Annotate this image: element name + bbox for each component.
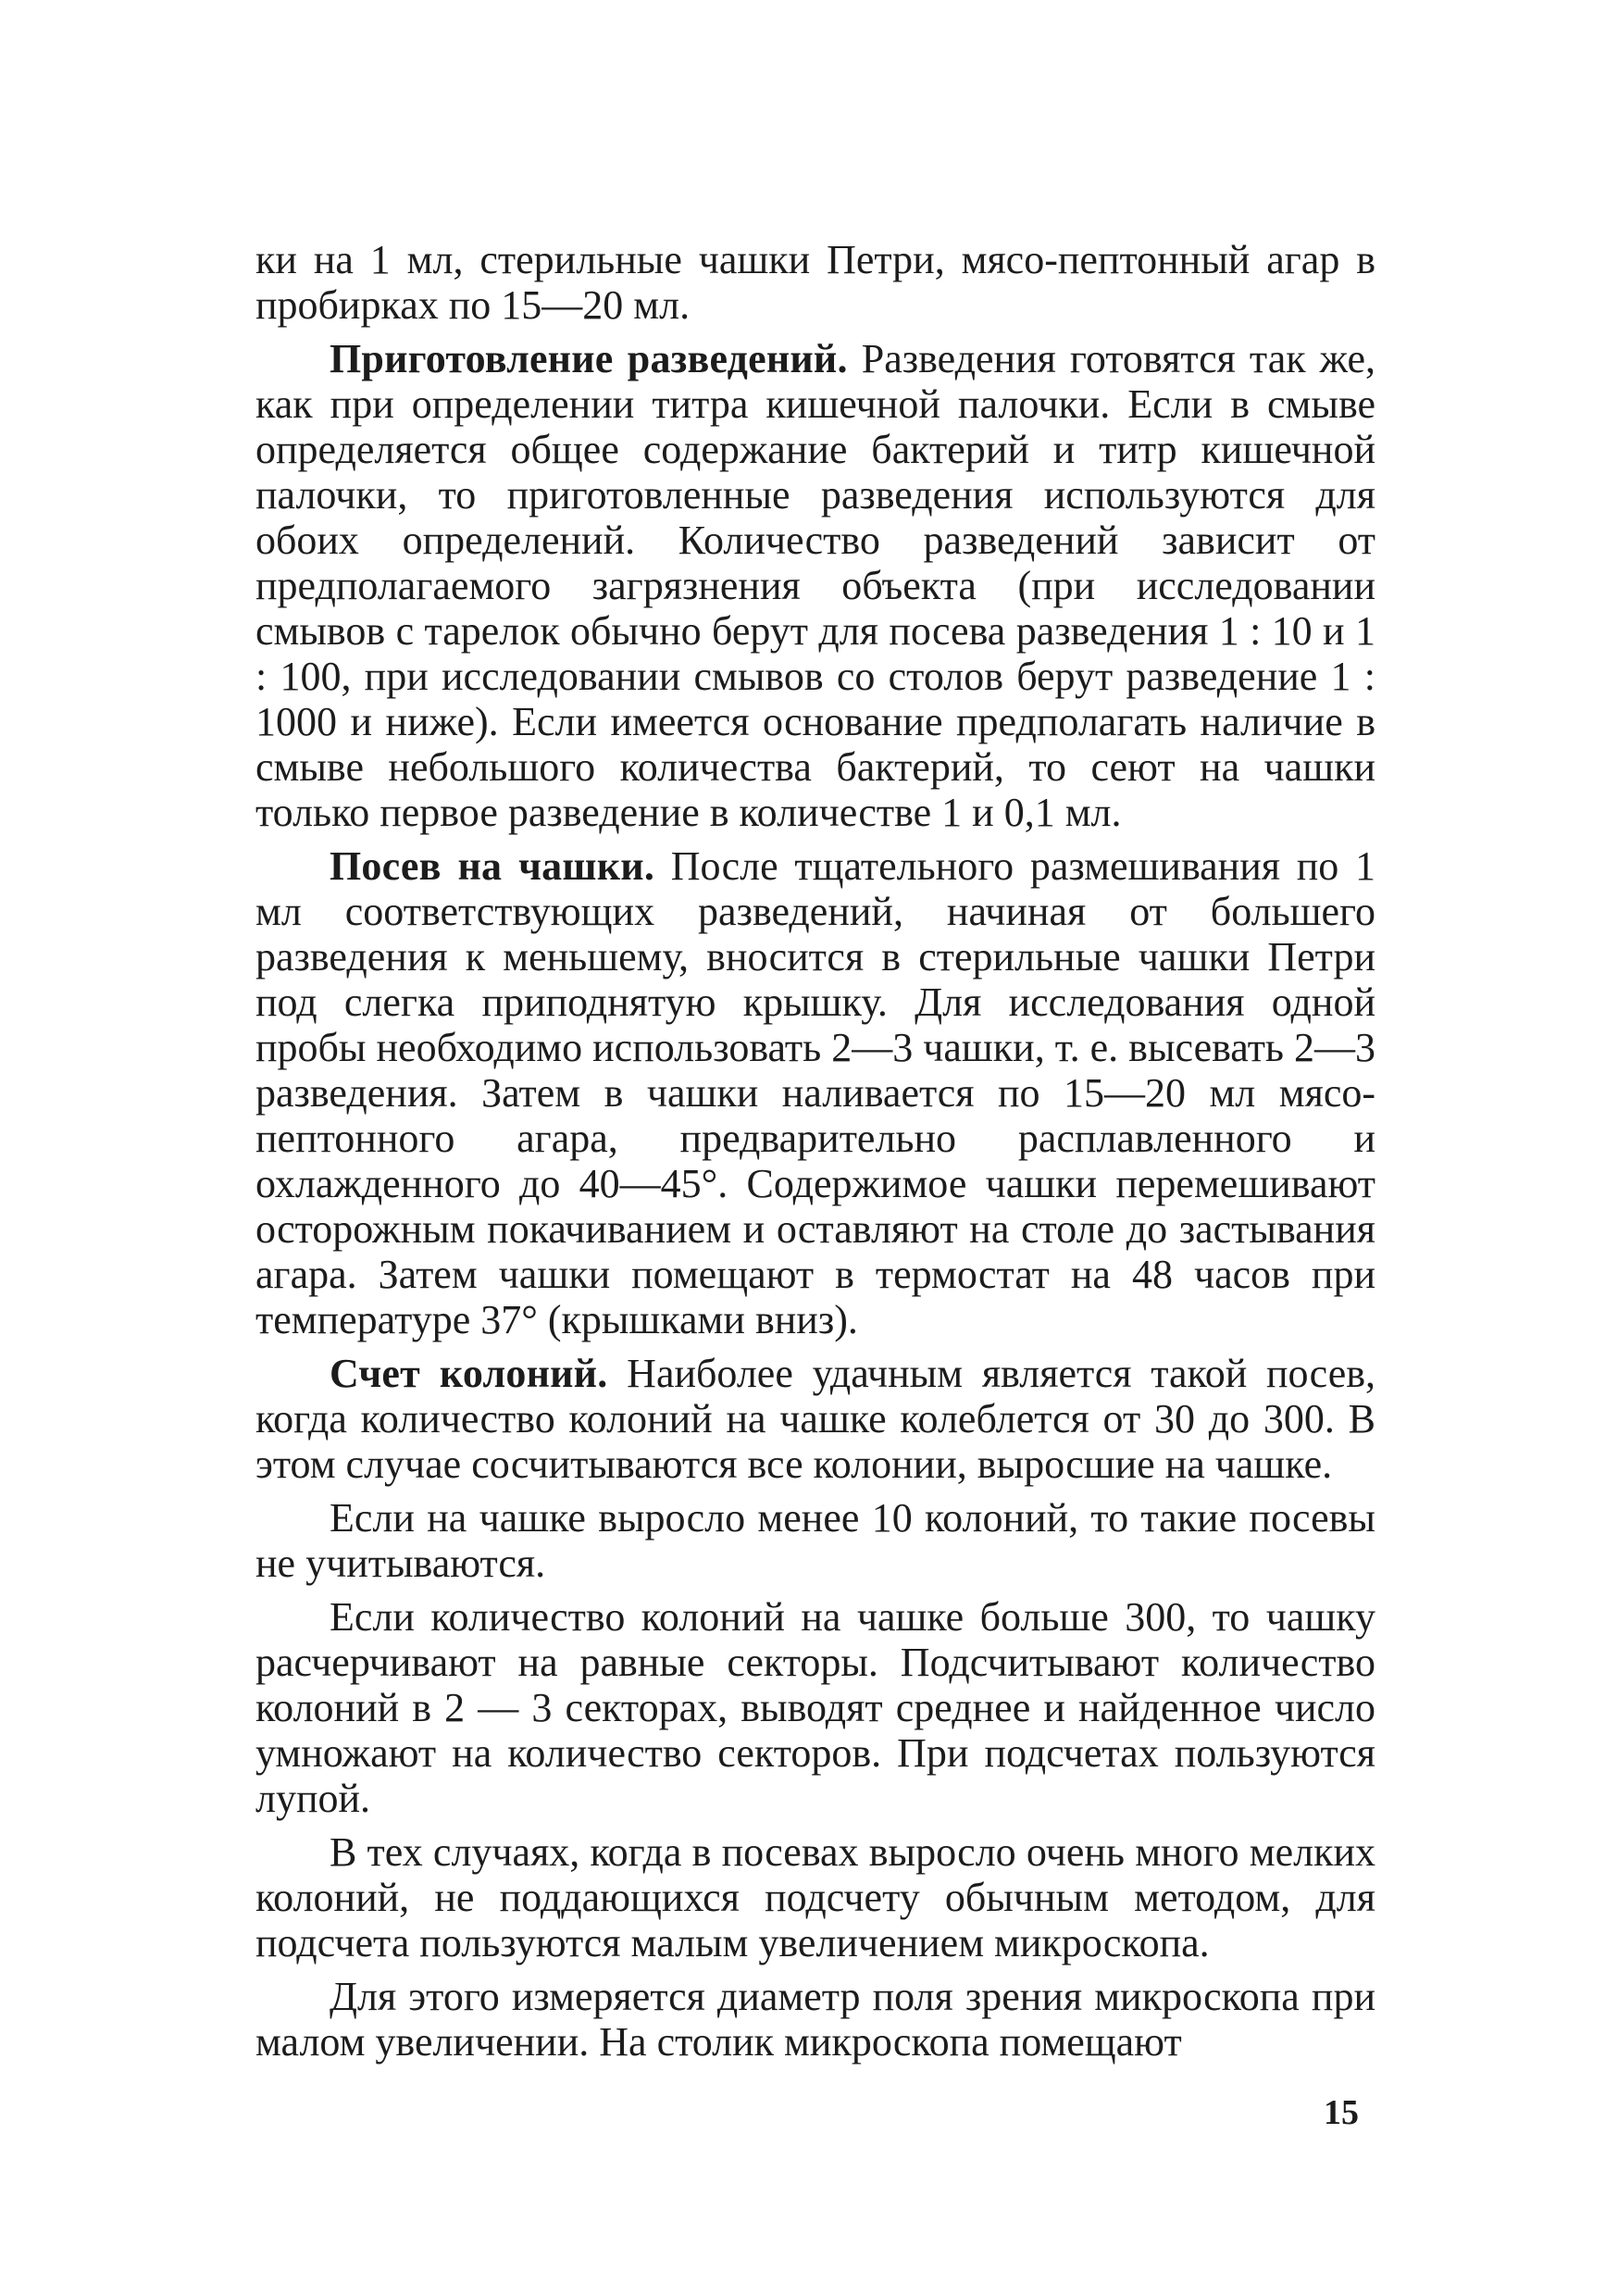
paragraph <box>255 1829 1375 1965</box>
paragraph-text: Разведения готовятся так же, как при определении титра кишечной палочки. Если в смыве определяется общее содержание бактерий и титр кишечной палочки, то приготовленные разведения используются для обоих определений. Количество разведений зависит от предполагаемого загрязнения объекта (при исследовании смывов с тарелок обычно берут для посева разведения 1 : 10 и 1 : 100, при исследовании смывов со столов берут разведение 1 : 1000 и ниже). Если имеется основание предполагать наличие в смыве небольшого количества бактерий, то сеют на чашки только первое разведение в количестве 1 и 0,1 мл. <box>255 336 1376 835</box>
run-in-heading: Счет колоний. <box>330 1351 608 1396</box>
paragraph-colony-count <box>255 1351 1375 1487</box>
paragraph-text: ки на 1 мл, стерильные чашки Петри, мясо-пептонный агар в пробирках по 15—20 мл. <box>255 237 1375 328</box>
paragraph-text: Наиболее удачным является такой посев, когда количество колоний на чашке колеблется от 30 до 300. В этом случае сосчитываются все колонии, выросшие на чашке. <box>255 1351 1376 1487</box>
paragraph-text: Для этого измеряется диаметр поля зрения микроскопа при малом увеличении. На столик микроскопа помещают <box>255 1974 1375 2065</box>
paragraph-text: В тех случаях, когда в посевах выросло очень много мелких колоний, не поддающихся подсчету обычным методом, для подсчета пользуются малым увеличением микроскопа. <box>255 1829 1375 1965</box>
paragraph-text: Если количество колоний на чашке больше 300, то чашку расчерчивают на равные секторы. Подсчитывают количество колоний в 2 — 3 секторах, выводят среднее и найденное число умножают на количество секторов. При подсчетах пользуются лупой. <box>255 1594 1375 1821</box>
paragraph-text: После тщательного размешивания по 1 мл соответствующих разведений, начиная от большего разведения к меньшему, вносится в стерильные чашки Петри под слегка приподнятую крышку. Для исследования одной пробы необходимо использовать 2—3 чашки, т. е. высевать 2—3 разведения. Затем в чашки наливается по 15—20 мл мясо-пептонного агара, предварительно расплавленного и охлажденного до 40—45°. Содержимое чашки перемешивают осторожным покачиванием и оставляют на столе до застывания агара. Затем чашки помещают в термостат на 48 часов при температуре 37° (крышками вниз). <box>255 843 1375 1342</box>
page-body <box>255 237 1375 2073</box>
paragraph <box>255 1495 1375 1586</box>
paragraph <box>255 1974 1375 2065</box>
page-number: 15 <box>1324 2093 1359 2132</box>
run-in-heading: Приготовление разведений. <box>330 336 848 381</box>
paragraph-continuation <box>255 237 1375 328</box>
paragraph-dilutions <box>255 336 1375 835</box>
paragraph-text: Если на чашке выросло менее 10 колоний, то такие посевы не учитываются. <box>255 1495 1375 1586</box>
paragraph <box>255 1594 1375 1821</box>
run-in-heading: Посев на чашки. <box>330 843 655 889</box>
paragraph-plating <box>255 843 1375 1342</box>
